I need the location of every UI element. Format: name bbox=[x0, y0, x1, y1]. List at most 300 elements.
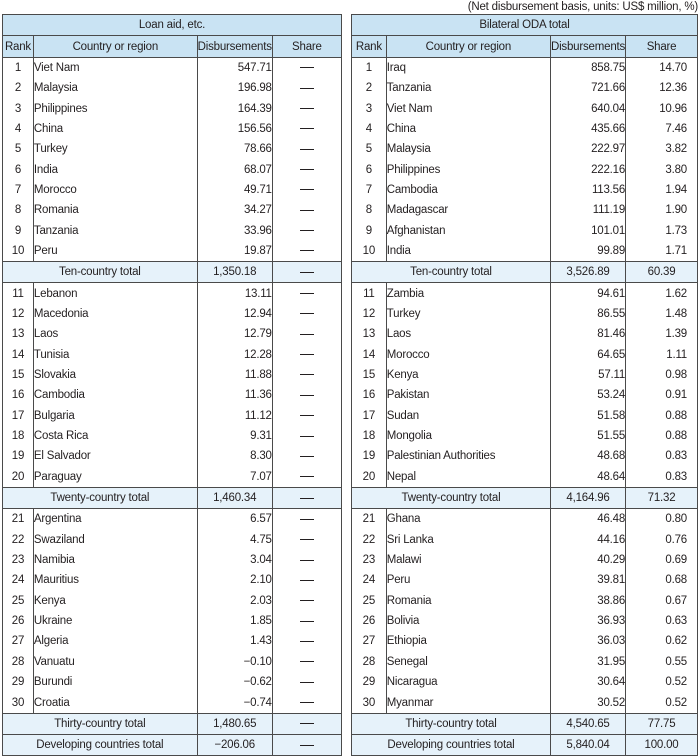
column-header-country: Country or region bbox=[386, 36, 550, 57]
table-row bbox=[352, 530, 698, 550]
disbursements-cell: 33.96 bbox=[197, 220, 272, 240]
rank-cell: 10 bbox=[3, 241, 34, 262]
dash-mark bbox=[300, 149, 314, 150]
country-cell: Philippines bbox=[386, 159, 550, 179]
share-cell bbox=[272, 119, 341, 139]
table-row bbox=[3, 550, 342, 570]
table-row bbox=[352, 652, 698, 672]
table-row bbox=[3, 180, 342, 200]
country-cell: Viet Nam bbox=[386, 98, 550, 118]
column-header-country: Country or region bbox=[33, 36, 197, 57]
total-row bbox=[3, 262, 342, 283]
dash-mark bbox=[300, 745, 314, 746]
country-cell: Kenya bbox=[386, 365, 550, 385]
disbursements-cell: 30.64 bbox=[550, 672, 625, 692]
disbursements-cell: −0.74 bbox=[197, 692, 272, 713]
share-cell: 0.52 bbox=[665, 676, 687, 689]
share-cell: 12.36 bbox=[659, 82, 687, 95]
country-cell: Croatia bbox=[33, 692, 197, 713]
disbursements-cell: 1.43 bbox=[197, 631, 272, 651]
dash-mark bbox=[300, 723, 314, 724]
country-cell: Sri Lanka bbox=[386, 530, 550, 550]
share-cell: 14.70 bbox=[659, 61, 687, 74]
rank-cell: 16 bbox=[352, 385, 387, 405]
total-row bbox=[3, 735, 342, 756]
dash-mark bbox=[300, 621, 314, 622]
disbursements-cell: 46.48 bbox=[550, 509, 625, 530]
total-row bbox=[352, 735, 698, 756]
table-row bbox=[352, 119, 698, 139]
rank-cell: 14 bbox=[3, 345, 34, 365]
rank-cell: 15 bbox=[352, 365, 387, 385]
table-row bbox=[3, 324, 342, 344]
rank-cell: 7 bbox=[352, 180, 387, 200]
country-cell: Argentina bbox=[33, 509, 197, 530]
total-disbursements: 4,164.96 bbox=[550, 487, 625, 508]
table-row bbox=[352, 591, 698, 611]
share-cell: 0.67 bbox=[665, 594, 687, 607]
table-row bbox=[352, 692, 698, 713]
share-cell: 10.96 bbox=[659, 102, 687, 115]
disbursements-cell: 858.75 bbox=[550, 57, 625, 78]
share-cell bbox=[272, 241, 341, 262]
table-row bbox=[352, 180, 698, 200]
rank-cell: 18 bbox=[352, 426, 387, 446]
country-cell: Ghana bbox=[386, 509, 550, 530]
table-row bbox=[352, 570, 698, 590]
share-cell: 0.80 bbox=[665, 513, 687, 526]
dash-mark bbox=[300, 498, 314, 499]
dash-mark bbox=[300, 88, 314, 89]
share-cell: 7.46 bbox=[665, 122, 687, 135]
country-cell: Turkey bbox=[386, 304, 550, 324]
total-share bbox=[272, 487, 341, 508]
disbursements-cell: 101.01 bbox=[550, 220, 625, 240]
rank-cell: 22 bbox=[3, 530, 34, 550]
country-cell: India bbox=[33, 159, 197, 179]
share-cell: 0.52 bbox=[665, 696, 687, 709]
disbursements-cell: 40.29 bbox=[550, 550, 625, 570]
dash-mark bbox=[300, 230, 314, 231]
share-cell bbox=[272, 672, 341, 692]
rank-cell: 1 bbox=[352, 57, 387, 78]
dash-mark bbox=[300, 580, 314, 581]
disbursements-cell: 48.68 bbox=[550, 446, 625, 466]
table-row bbox=[3, 467, 342, 488]
country-cell: Swaziland bbox=[33, 530, 197, 550]
table-row bbox=[352, 324, 698, 344]
country-cell: Laos bbox=[386, 324, 550, 344]
table-row bbox=[3, 672, 342, 692]
total-share: 77.75 bbox=[626, 713, 698, 734]
loan-aid-table bbox=[2, 14, 342, 756]
share-cell: 0.69 bbox=[665, 554, 687, 567]
table-row bbox=[352, 611, 698, 631]
country-cell: Morocco bbox=[386, 345, 550, 365]
country-cell: Laos bbox=[33, 324, 197, 344]
table-row bbox=[352, 98, 698, 118]
country-cell: Cambodia bbox=[33, 385, 197, 405]
share-cell: 1.11 bbox=[666, 348, 687, 361]
disbursements-cell: 36.93 bbox=[550, 611, 625, 631]
share-cell bbox=[272, 180, 341, 200]
disbursements-cell: 547.71 bbox=[197, 57, 272, 78]
table-row bbox=[3, 159, 342, 179]
country-cell: Macedonia bbox=[33, 304, 197, 324]
rank-cell: 8 bbox=[3, 200, 34, 220]
table-row bbox=[3, 509, 342, 530]
rank-cell: 6 bbox=[352, 159, 387, 179]
country-cell: Zambia bbox=[386, 283, 550, 304]
rank-cell: 5 bbox=[3, 139, 34, 159]
share-cell bbox=[272, 467, 341, 488]
share-cell: 0.83 bbox=[665, 450, 687, 463]
rank-cell: 21 bbox=[3, 509, 34, 530]
dash-mark bbox=[300, 600, 314, 601]
table-row bbox=[3, 365, 342, 385]
country-cell: Peru bbox=[33, 241, 197, 262]
country-cell: Lebanon bbox=[33, 283, 197, 304]
table-row bbox=[3, 611, 342, 631]
disbursements-cell: 721.66 bbox=[550, 78, 625, 98]
dash-mark bbox=[300, 250, 314, 251]
disbursements-cell: 48.64 bbox=[550, 467, 625, 488]
country-cell: Afghanistan bbox=[386, 220, 550, 240]
column-header-rank: Rank bbox=[352, 36, 387, 57]
table-row bbox=[352, 446, 698, 466]
dash-mark bbox=[300, 293, 314, 294]
dash-mark bbox=[300, 210, 314, 211]
dash-mark bbox=[300, 560, 314, 561]
country-cell: Tunisia bbox=[33, 345, 197, 365]
rank-cell: 27 bbox=[352, 631, 387, 651]
share-cell bbox=[272, 426, 341, 446]
dash-mark bbox=[300, 354, 314, 355]
table-row bbox=[3, 119, 342, 139]
country-cell: Malaysia bbox=[386, 139, 550, 159]
table-row bbox=[352, 200, 698, 220]
disbursements-cell: 94.61 bbox=[550, 283, 625, 304]
share-cell bbox=[272, 550, 341, 570]
share-cell bbox=[272, 324, 341, 344]
disbursements-cell: 11.12 bbox=[197, 406, 272, 426]
share-cell: 1.94 bbox=[665, 183, 687, 196]
rank-cell: 10 bbox=[352, 241, 387, 262]
disbursements-cell: 68.07 bbox=[197, 159, 272, 179]
total-row bbox=[3, 713, 342, 734]
table-row bbox=[3, 406, 342, 426]
dash-mark bbox=[300, 476, 314, 477]
dash-mark bbox=[300, 169, 314, 170]
rank-cell: 6 bbox=[3, 159, 34, 179]
share-cell: 3.82 bbox=[665, 143, 687, 156]
dash-mark bbox=[300, 702, 314, 703]
table-row bbox=[3, 591, 342, 611]
total-share: 100.00 bbox=[626, 735, 698, 756]
dash-mark bbox=[300, 436, 314, 437]
dash-mark bbox=[300, 682, 314, 683]
share-cell: 0.55 bbox=[665, 655, 687, 668]
rank-cell: 3 bbox=[3, 98, 34, 118]
disbursements-cell: 44.16 bbox=[550, 530, 625, 550]
total-row bbox=[352, 262, 698, 283]
disbursements-cell: 222.97 bbox=[550, 139, 625, 159]
dash-mark bbox=[300, 313, 314, 314]
rank-cell: 2 bbox=[3, 78, 34, 98]
total-disbursements: 1,460.34 bbox=[197, 487, 272, 508]
disbursements-cell: 51.58 bbox=[550, 406, 625, 426]
table-title: Loan aid, etc. bbox=[3, 15, 342, 36]
table-row bbox=[3, 139, 342, 159]
disbursements-cell: 113.56 bbox=[550, 180, 625, 200]
dash-mark bbox=[300, 128, 314, 129]
share-cell bbox=[272, 631, 341, 651]
share-cell bbox=[272, 509, 341, 530]
country-cell: Tanzania bbox=[386, 78, 550, 98]
disbursements-cell: 51.55 bbox=[550, 426, 625, 446]
column-header-disbursements: Disbursements bbox=[550, 36, 625, 57]
rank-cell: 18 bbox=[3, 426, 34, 446]
total-label: Ten-country total bbox=[3, 262, 198, 283]
table-row bbox=[3, 692, 342, 713]
table-row bbox=[352, 406, 698, 426]
rank-cell: 13 bbox=[352, 324, 387, 344]
table-row bbox=[352, 467, 698, 488]
total-share bbox=[272, 735, 341, 756]
share-cell bbox=[272, 304, 341, 324]
share-cell: 1.39 bbox=[665, 328, 687, 341]
share-cell: 0.68 bbox=[665, 574, 687, 587]
rank-cell: 28 bbox=[352, 652, 387, 672]
dash-mark bbox=[300, 334, 314, 335]
total-label: Ten-country total bbox=[352, 262, 551, 283]
country-cell: Iraq bbox=[386, 57, 550, 78]
rank-cell: 19 bbox=[3, 446, 34, 466]
share-cell bbox=[272, 139, 341, 159]
table-row bbox=[352, 78, 698, 98]
country-cell: El Salvador bbox=[33, 446, 197, 466]
disbursements-cell: 3.04 bbox=[197, 550, 272, 570]
table-row bbox=[352, 550, 698, 570]
share-cell bbox=[272, 692, 341, 713]
country-cell: Sudan bbox=[386, 406, 550, 426]
share-cell bbox=[272, 530, 341, 550]
share-cell bbox=[272, 78, 341, 98]
rank-cell: 1 bbox=[3, 57, 34, 78]
dash-mark bbox=[300, 67, 314, 68]
bilateral-oda-table bbox=[351, 14, 698, 756]
rank-cell: 26 bbox=[352, 611, 387, 631]
table-row bbox=[352, 304, 698, 324]
total-row bbox=[3, 487, 342, 508]
disbursements-cell: 53.24 bbox=[550, 385, 625, 405]
rank-cell: 23 bbox=[3, 550, 34, 570]
country-cell: Paraguay bbox=[33, 467, 197, 488]
dash-mark bbox=[300, 519, 314, 520]
share-cell bbox=[272, 591, 341, 611]
rank-cell: 7 bbox=[3, 180, 34, 200]
table-row bbox=[3, 385, 342, 405]
country-cell: Bolivia bbox=[386, 611, 550, 631]
rank-cell: 23 bbox=[352, 550, 387, 570]
column-header-share: Share bbox=[626, 36, 698, 57]
share-cell bbox=[272, 446, 341, 466]
country-cell: Viet Nam bbox=[33, 57, 197, 78]
rank-cell: 12 bbox=[352, 304, 387, 324]
table-row bbox=[352, 159, 698, 179]
share-cell bbox=[272, 159, 341, 179]
rank-cell: 26 bbox=[3, 611, 34, 631]
table-row bbox=[3, 530, 342, 550]
dash-mark bbox=[300, 395, 314, 396]
share-cell: 1.71 bbox=[665, 244, 687, 257]
disbursements-cell: 111.19 bbox=[550, 200, 625, 220]
rank-cell: 21 bbox=[352, 509, 387, 530]
total-row bbox=[352, 713, 698, 734]
disbursements-cell: 36.03 bbox=[550, 631, 625, 651]
share-cell: 0.88 bbox=[665, 409, 687, 422]
disbursements-cell: 39.81 bbox=[550, 570, 625, 590]
country-cell: Kenya bbox=[33, 591, 197, 611]
dash-mark bbox=[300, 189, 314, 190]
disbursements-cell: 31.95 bbox=[550, 652, 625, 672]
country-cell: Ethiopia bbox=[386, 631, 550, 651]
table-row bbox=[352, 672, 698, 692]
disbursements-cell: 19.87 bbox=[197, 241, 272, 262]
rank-cell: 4 bbox=[3, 119, 34, 139]
share-cell: 0.83 bbox=[665, 470, 687, 483]
table-row bbox=[3, 220, 342, 240]
share-cell: 0.98 bbox=[665, 369, 687, 382]
country-cell: Vanuatu bbox=[33, 652, 197, 672]
disbursements-cell: 11.88 bbox=[197, 365, 272, 385]
column-header-rank: Rank bbox=[3, 36, 34, 57]
rank-cell: 24 bbox=[352, 570, 387, 590]
share-cell bbox=[272, 57, 341, 78]
total-label: Developing countries total bbox=[352, 735, 551, 756]
dash-mark bbox=[300, 641, 314, 642]
disbursements-cell: 12.79 bbox=[197, 324, 272, 344]
table-row bbox=[3, 283, 342, 304]
share-cell bbox=[272, 570, 341, 590]
country-cell: Madagascar bbox=[386, 200, 550, 220]
column-header-disbursements: Disbursements bbox=[197, 36, 272, 57]
dash-mark bbox=[300, 374, 314, 375]
country-cell: Morocco bbox=[33, 180, 197, 200]
disbursements-cell: 2.03 bbox=[197, 591, 272, 611]
country-cell: Burundi bbox=[33, 672, 197, 692]
rank-cell: 9 bbox=[3, 220, 34, 240]
dash-mark bbox=[300, 415, 314, 416]
rank-cell: 8 bbox=[352, 200, 387, 220]
rank-cell: 11 bbox=[352, 283, 387, 304]
rank-cell: 29 bbox=[3, 672, 34, 692]
country-cell: India bbox=[386, 241, 550, 262]
table-row bbox=[352, 385, 698, 405]
rank-cell: 28 bbox=[3, 652, 34, 672]
table-row bbox=[352, 426, 698, 446]
total-label: Thirty-country total bbox=[3, 713, 198, 734]
disbursements-cell: 7.07 bbox=[197, 467, 272, 488]
share-cell: 1.62 bbox=[665, 287, 687, 300]
disbursements-cell: 81.46 bbox=[550, 324, 625, 344]
table-row bbox=[352, 57, 698, 78]
rank-cell: 30 bbox=[3, 692, 34, 713]
total-row bbox=[352, 487, 698, 508]
share-cell: 1.90 bbox=[665, 204, 687, 217]
country-cell: Mongolia bbox=[386, 426, 550, 446]
country-cell: Philippines bbox=[33, 98, 197, 118]
country-cell: Malawi bbox=[386, 550, 550, 570]
table-row bbox=[352, 345, 698, 365]
country-cell: Cambodia bbox=[386, 180, 550, 200]
country-cell: Pakistan bbox=[386, 385, 550, 405]
rank-cell: 3 bbox=[352, 98, 387, 118]
units-caption: (Net disbursement basis, units: US$ million, %) bbox=[467, 1, 698, 13]
disbursements-cell: 156.56 bbox=[197, 119, 272, 139]
total-disbursements: 4,540.65 bbox=[550, 713, 625, 734]
rank-cell: 20 bbox=[352, 467, 387, 488]
table-row bbox=[3, 98, 342, 118]
country-cell: Bulgaria bbox=[33, 406, 197, 426]
table-row bbox=[3, 426, 342, 446]
table-row bbox=[3, 631, 342, 651]
rank-cell: 17 bbox=[352, 406, 387, 426]
disbursements-cell: 6.57 bbox=[197, 509, 272, 530]
disbursements-cell: 99.89 bbox=[550, 241, 625, 262]
rank-cell: 30 bbox=[352, 692, 387, 713]
dash-mark bbox=[300, 108, 314, 109]
table-row bbox=[352, 241, 698, 262]
rank-cell: 4 bbox=[352, 119, 387, 139]
disbursements-cell: −0.10 bbox=[197, 652, 272, 672]
disbursements-cell: 9.31 bbox=[197, 426, 272, 446]
rank-cell: 17 bbox=[3, 406, 34, 426]
dash-mark bbox=[300, 272, 314, 273]
share-cell bbox=[272, 406, 341, 426]
table-row bbox=[3, 241, 342, 262]
rank-cell: 25 bbox=[3, 591, 34, 611]
country-cell: Turkey bbox=[33, 139, 197, 159]
country-cell: Tanzania bbox=[33, 220, 197, 240]
total-label: Twenty-country total bbox=[352, 487, 551, 508]
disbursements-cell: 196.98 bbox=[197, 78, 272, 98]
country-cell: Slovakia bbox=[33, 365, 197, 385]
rank-cell: 5 bbox=[352, 139, 387, 159]
share-cell: 1.48 bbox=[665, 307, 687, 320]
share-cell: 3.80 bbox=[665, 163, 687, 176]
share-cell bbox=[272, 385, 341, 405]
country-cell: Palestinian Authorities bbox=[386, 446, 550, 466]
disbursements-cell: 49.71 bbox=[197, 180, 272, 200]
share-cell: 0.62 bbox=[665, 635, 687, 648]
share-cell: 0.63 bbox=[665, 615, 687, 628]
share-cell bbox=[272, 652, 341, 672]
country-cell: Malaysia bbox=[33, 78, 197, 98]
rank-cell: 22 bbox=[352, 530, 387, 550]
dash-mark bbox=[300, 661, 314, 662]
rank-cell: 20 bbox=[3, 467, 34, 488]
disbursements-cell: 57.11 bbox=[550, 365, 625, 385]
country-cell: Mauritius bbox=[33, 570, 197, 590]
share-cell: 0.91 bbox=[665, 389, 687, 402]
share-cell bbox=[272, 611, 341, 631]
table-row bbox=[3, 446, 342, 466]
disbursements-cell: 222.16 bbox=[550, 159, 625, 179]
country-cell: China bbox=[33, 119, 197, 139]
share-cell: 0.88 bbox=[665, 430, 687, 443]
table-row bbox=[3, 345, 342, 365]
